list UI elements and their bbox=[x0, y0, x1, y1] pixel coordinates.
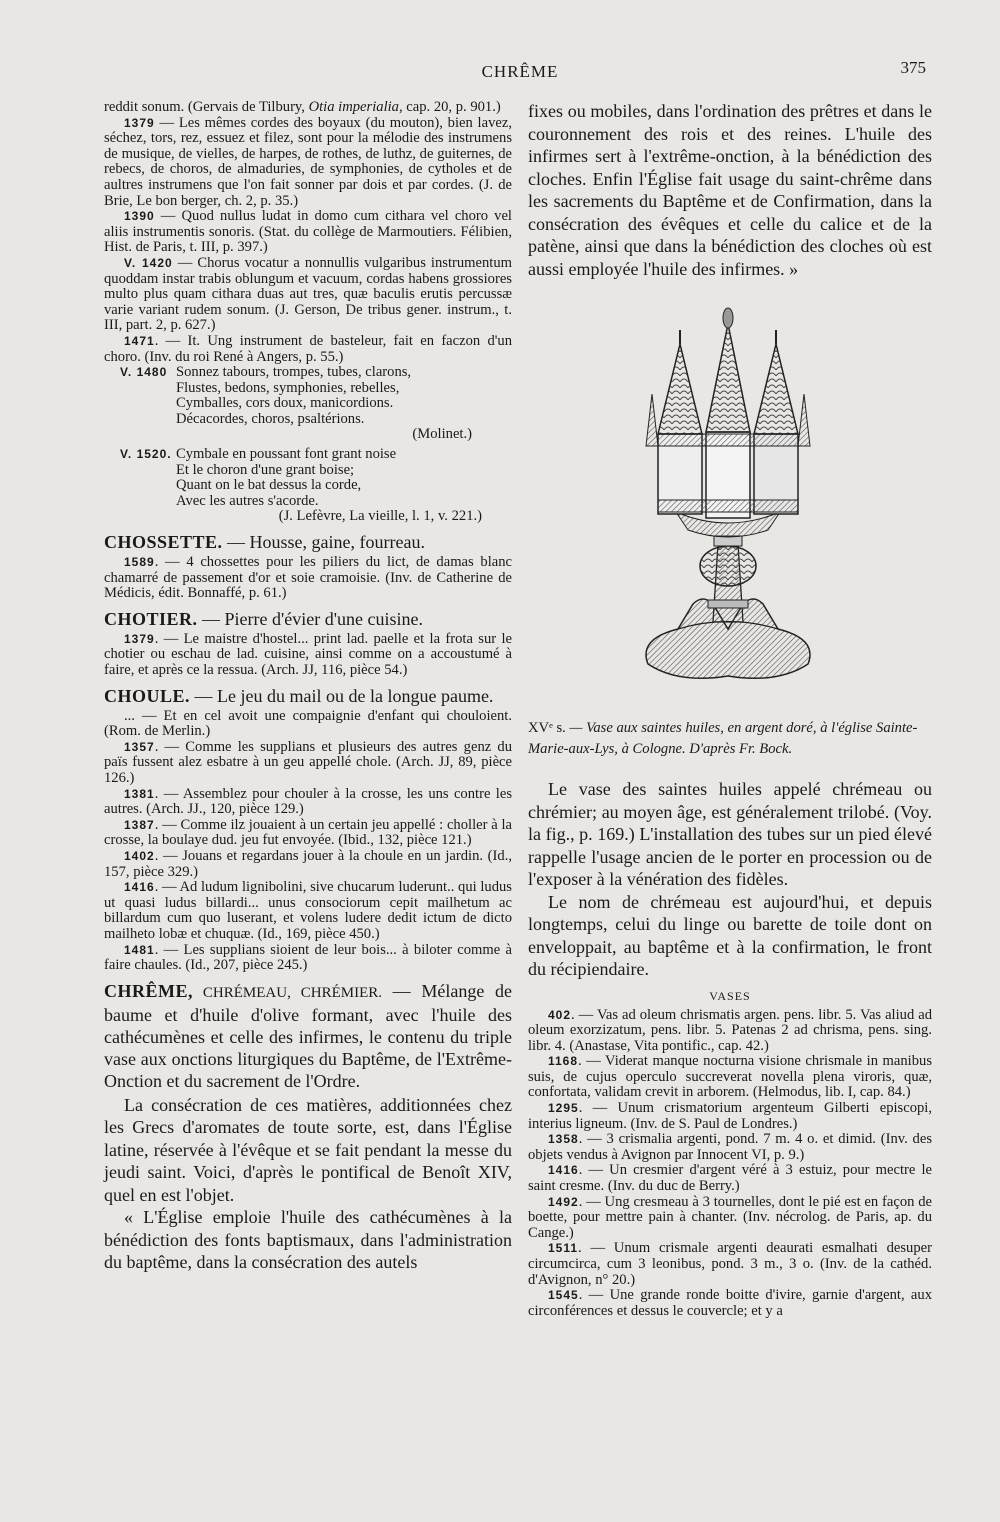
intro-text: reddit sonum. (Gervais de Tilbury, bbox=[104, 99, 309, 115]
verse-source: (Molinet.) bbox=[412, 426, 472, 443]
verse-line: Décacordes, choros, psaltérions. bbox=[176, 410, 365, 427]
citation-entry bbox=[104, 632, 512, 679]
intro-ref: , cap. 20, p. 901.) bbox=[398, 99, 501, 115]
citation-entry bbox=[104, 880, 512, 942]
headword: CHOULE. bbox=[104, 685, 191, 706]
citation-entry bbox=[528, 1195, 932, 1242]
entry-text: . — Ad ludum lignibolini, sive chucarum luderunt.. qui ludus ut quasi ludus billardi... unus consociorum cepit mailhetum ac billardum cum quo luserant, et volens ludere dedit ictum de dicto mailheto lobæ et chuquæ. (Id., 169, pièce 450.) bbox=[104, 879, 512, 942]
entry-date: 1379 bbox=[124, 631, 155, 646]
citation-entry bbox=[104, 555, 512, 602]
headword: CHRÊME, bbox=[104, 980, 193, 1001]
verse-line: Avec les autres s'acorde. bbox=[176, 492, 319, 509]
definition: — Pierre d'évier d'une cuisine. bbox=[197, 608, 423, 629]
verse-line: Et le choron d'une grant boise; bbox=[176, 461, 355, 478]
definition: — Mélange de baume et d'huile d'olive formant, avec l'huile des cathécumènes et celle des infirmes, le contenu du triple vase aux onctions liturgiques du Baptême, de l'Extrême-Onction et du sacrement de l'Ordre. bbox=[104, 980, 512, 1091]
entry-text: . — Unum crismatorium argenteum Gilberti episcopi, interius ligneum. (Inv. de S. Paul de Londres.) bbox=[528, 1100, 932, 1132]
headword: CHOTIER. bbox=[104, 608, 198, 629]
entry-text: . — 4 chossettes pour les piliers du lict, de damas blanc chamarré de passement d'or et soie cramoisie. (Inv. de Catherine de Médicis, édit. Bonnaffé, p. 61.) bbox=[104, 554, 512, 602]
verse-block bbox=[104, 365, 512, 443]
entry-text: — Quod nullus ludat in domo cum cithara vel choro vel aliis instrumentis sonoris. (Stat. du collège de Marmoutiers. Félibien, Hist. de Paris, t. III, p. 397.) bbox=[104, 208, 512, 256]
citation-entry bbox=[104, 818, 512, 849]
entry-chossette bbox=[104, 531, 512, 553]
body-paragraph: Le nom de chrémeau est aujourd'hui, et depuis longtemps, celui du linge ou barette de toile dont on enveloppait, au baptême et à la confirmation, le front du récipiendaire. bbox=[528, 891, 932, 979]
page-title: CHRÊME bbox=[481, 62, 559, 81]
citation-entry bbox=[104, 709, 512, 740]
citation-entry bbox=[104, 740, 512, 787]
entry-text: . — Le maistre d'hostel... print lad. paelle et la frota sur le chotier ou eschau de lad. cuisine, ainsi comme on a accoustumé à faire, et après ce la ressua. (Arch. JJ, 116, pièce 54.) bbox=[104, 630, 512, 678]
citation-entry bbox=[528, 1288, 932, 1319]
verse-date: V. 1480 bbox=[120, 365, 168, 380]
entry-text: . — Viderat manque nocturna visione chrismale in manibus suis, de cujus operculo succreverat novella plena viroris, quæ, confortata, validam crevit in arborem. (Helmodus, lib. I, cap. 84.) bbox=[528, 1053, 932, 1101]
citation-entry bbox=[104, 209, 512, 256]
verse-date: V. 1520. bbox=[120, 447, 172, 462]
entry-date: 1589 bbox=[124, 555, 155, 570]
entry-date: V. 1420 bbox=[124, 255, 173, 270]
entry-date: 1390 bbox=[124, 209, 155, 224]
entry-text: . — Vas ad oleum chrismatis argen. pens. libr. 5. Vas aliud ad oleum exorzizatum, pens. libr. 5. Patenas 2 ad chrisma, pens. sing. libr. 4. (Anastase, Vita pontific., cap. 42.) bbox=[528, 1006, 932, 1054]
verse-line: Cymballes, cors doux, manicordions. bbox=[176, 395, 394, 412]
entry-chotier bbox=[104, 608, 512, 630]
running-head bbox=[0, 58, 1000, 86]
headword-variants: CHRÉMEAU, CHRÉMIER. bbox=[193, 984, 383, 1001]
entry-date: 1381 bbox=[124, 786, 155, 801]
entry-text: — Chorus vocatur a nonnullis vulgaribus instrumentum quoddam instar trabis oblungum et vacuum, cordas habens grossiores multo plus quam cithara duas aut tres, quæ baculis erutis percussæ varie variant rudem sonum. (J. Gerson, De tribus gener. instrum., t. III, part. 2, p. 627.) bbox=[104, 254, 513, 334]
section-title-vases: VASES bbox=[709, 988, 751, 1003]
citation-entry bbox=[528, 1054, 932, 1101]
entry-date: 1295 bbox=[548, 1101, 579, 1116]
entry-date: 1416 bbox=[124, 880, 155, 895]
entry-text: . — Comme ilz jouaient à un certain jeu appellé : choller à la crosse, la boulaye dud. jeu fut envoyée. (Ibid., 132, pièce 121.) bbox=[104, 816, 512, 849]
entry-text: . — Ung cresmeau à 3 tournelles, dont le pié est en façon de boette, pour mettre pain à chanter. (Inv. nécrolog. de Paris, ap. du Cange.) bbox=[528, 1193, 932, 1241]
citation-entry bbox=[528, 1008, 932, 1055]
verse-line: Quant on le bat dessus la corde, bbox=[176, 477, 362, 494]
entry-date: 1511 bbox=[548, 1241, 579, 1256]
body-paragraph: « L'Église emploie l'huile des cathécumènes à la bénédiction des fonts baptismaux, dans l'administration du baptême, dans la consécration des autels bbox=[104, 1207, 512, 1273]
citation-entry bbox=[104, 116, 512, 210]
body-paragraph: La consécration de ces matières, additionnées chez les Grecs d'aromates de toute sorte, est, dans l'Église latine, réservée à l'évêque et se fait pendant la messe du jeudi saint. Voici, d'après le pontifical de Benoît XIV, quel en est l'objet. bbox=[104, 1094, 512, 1205]
entry-date: 1387 bbox=[124, 817, 155, 832]
entry-choule bbox=[104, 685, 512, 707]
entry-date: 1471 bbox=[124, 333, 155, 348]
definition: — Le jeu du mail ou de la longue paume. bbox=[190, 685, 494, 706]
citation-entry bbox=[104, 943, 512, 974]
caption-date: XVᵉ s. bbox=[528, 720, 566, 736]
right-column bbox=[528, 100, 932, 1319]
verse-line: Sonnez tabours, trompes, tubes, clarons, bbox=[176, 364, 412, 381]
citation-entry bbox=[104, 787, 512, 818]
entry-date: 1357 bbox=[124, 739, 155, 754]
entry-date: 1416 bbox=[548, 1163, 579, 1178]
citation-entry bbox=[104, 334, 512, 365]
chrismatory-engraving bbox=[528, 304, 932, 704]
entry-text: . — Jouans et regardans jouer à la choule en un jardin. (Id., 157, pièce 329.) bbox=[104, 847, 512, 880]
entry-text: . — 3 crismalia argenti, pond. 7 m. 4 o. et dimid. (Inv. des objets vendus à Avignon par Innocent VI, p. 9.) bbox=[528, 1131, 932, 1163]
citation-entry bbox=[528, 1101, 932, 1132]
entry-date: 1358 bbox=[548, 1132, 579, 1147]
entry-date: 1492 bbox=[548, 1194, 579, 1209]
figure-caption bbox=[528, 718, 932, 760]
entry-text: . — It. Ung instrument de basteleur, fait en faczon d'un choro. (Inv. du roi René à Angers, p. 55.) bbox=[104, 332, 512, 365]
entry-date: 1168 bbox=[548, 1054, 579, 1069]
verse-line: Cymbale en poussant font grant noise bbox=[176, 446, 397, 463]
intro-title: Otia imperialia bbox=[308, 99, 399, 115]
left-column bbox=[104, 100, 512, 1274]
headword: CHOSSETTE. bbox=[104, 532, 223, 553]
citation-entry bbox=[104, 849, 512, 880]
intro-paragraph bbox=[104, 100, 512, 116]
definition: — Housse, gaine, fourreau. bbox=[222, 532, 425, 553]
verse-line: Flustes, bedons, symphonies, rebelles, bbox=[176, 379, 400, 396]
entry-date: 402 bbox=[548, 1007, 572, 1022]
verse-source: (J. Lefèvre, La vieille, l. 1, v. 221.) bbox=[278, 508, 482, 525]
entry-text: ... — Et en cel avoit une compaignie d'enfant qui chouloient. (Rom. de Merlin.) bbox=[104, 707, 512, 740]
body-paragraph: fixes ou mobiles, dans l'ordination des prêtres et dans le couronnement des rois et des reines. L'huile des infirmes sert à l'extrême-onction, à la bénédiction des cloches. Enfin l'Église fait usage du saint-chrême dans les sacrements du Baptême et de Confirmation, dans la consécration des évêques et celle du calice et de la patène, ainsi que dans la bénédiction des cloches où est aussi employée l'huile des infirmes. » bbox=[528, 101, 932, 279]
entry-date: 1379 bbox=[124, 115, 155, 130]
entry-chreme bbox=[104, 980, 512, 1092]
verse-block bbox=[104, 447, 512, 525]
entry-date: 1402 bbox=[124, 848, 155, 863]
entry-text: . — Une grande ronde boitte d'ivire, garnie d'argent, aux circonférences et dessus le couvercle; et y a bbox=[528, 1287, 932, 1319]
vase-illustration bbox=[528, 304, 932, 704]
entry-date: 1481 bbox=[124, 942, 155, 957]
entry-date: 1545 bbox=[548, 1288, 579, 1303]
entry-text: . — Comme les supplians et plusieurs des autres genz du païs fussent alez esbatre à un geu appellé chole. (Arch. JJ, 89, pièce 126.) bbox=[104, 738, 512, 786]
citation-entry bbox=[528, 1163, 932, 1194]
entry-text: . — Unum crismale argenti deaurati esmalhati desuper circumcirca, cum 3 leonibus, pond. 3 m., 3 o. (Inv. de la cathéd. d'Avignon, n° 20.) bbox=[528, 1240, 932, 1288]
body-paragraph: Le vase des saintes huiles appelé chrémeau ou chrémier; au moyen âge, est généralement trilobé. (Voy. la fig., p. 169.) L'installation des tubes sur un pied élevé rappelle l'usage ancien de le porter en procession ou de l'exposer à la vénération des fidèles. bbox=[528, 779, 932, 889]
citation-entry bbox=[528, 1241, 932, 1288]
citation-entry bbox=[104, 256, 512, 334]
page-number: 375 bbox=[900, 58, 926, 77]
entry-text: — Les mêmes cordes des boyaux (du mouton), bien lavez, séchez, tors, rez, essuez et filez, sont pour la mélodie des instrumens de musique, de vielles, de harpes, de rothes, de luthz, de guiternes, de rebecs, de choros, de almaduries, de symphonies, de cytholes et de aultres instrumens que l'on fait sonner par dois et par cordes. (J. de Brie, Le bon berger, ch. 2, p. 35.) bbox=[104, 114, 512, 209]
entry-text: . — Un cresmier d'argent véré à 3 estuiz, pour mectre le saint cresme. (Inv. du duc de Berry.) bbox=[528, 1162, 932, 1195]
caption-text: — Vase aux saintes huiles, en argent doré, à l'église Sainte-Marie-aux-Lys, à Cologne. D'après Fr. Bock. bbox=[528, 720, 918, 757]
entry-text: . — Assemblez pour chouler à la crosse, les uns contre les autres. (Arch. JJ., 120, pièce 129.) bbox=[104, 785, 512, 818]
entry-text: . — Les supplians sioient de leur bois... à biloter comme à faire chaules. (Id., 207, pièce 245.) bbox=[104, 941, 512, 974]
citation-entry bbox=[528, 1132, 932, 1163]
